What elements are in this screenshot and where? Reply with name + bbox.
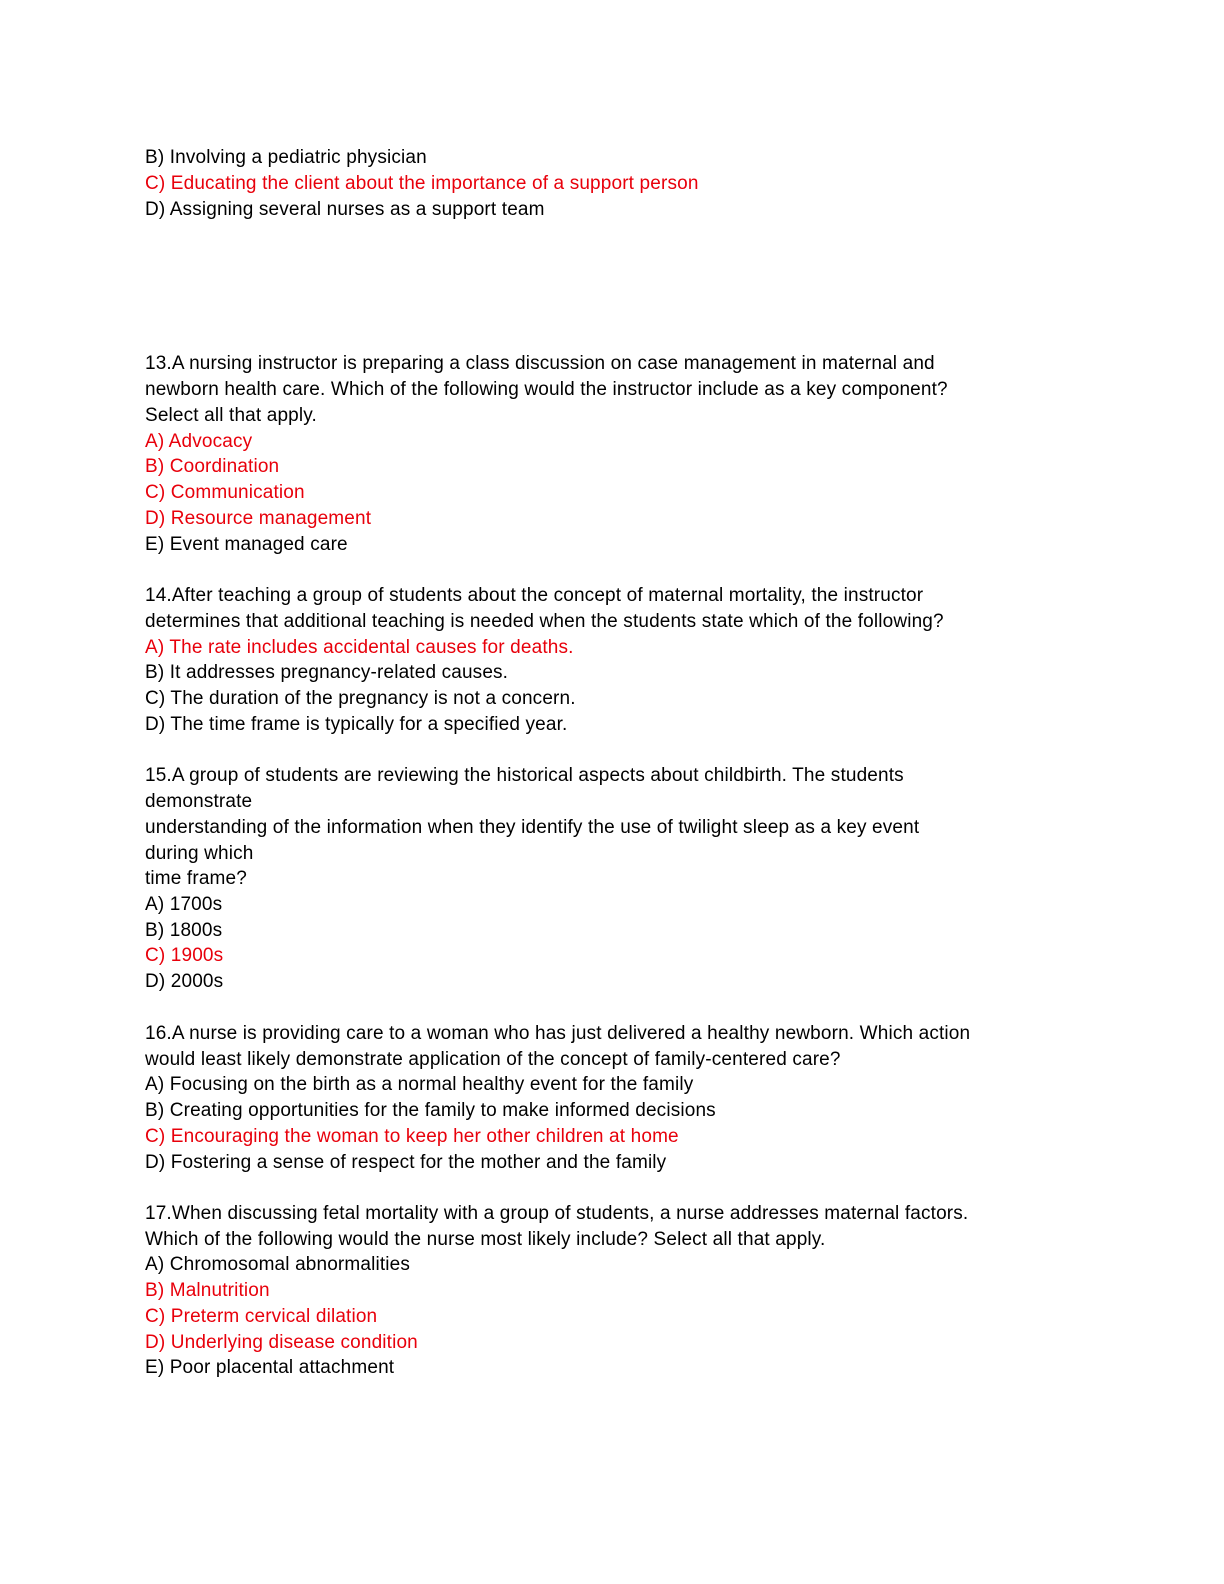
option-e: E) Event managed care [145, 534, 348, 555]
question-stem: Which of the following would the nurse most likely include? Select all that apply. [145, 1229, 826, 1250]
option-b: B) It addresses pregnancy-related causes. [145, 662, 509, 683]
question-stem: determines that additional teaching is needed when the students state which of the following? [145, 611, 944, 632]
option-d-correct: D) Resource management [145, 508, 372, 529]
option-a-correct: A) The rate includes accidental causes for deaths. [145, 637, 574, 658]
option-a-correct: A) Advocacy [145, 431, 253, 452]
option-d: D) Fostering a sense of respect for the mother and the family [145, 1152, 667, 1173]
option-c-correct: C) Educating the client about the importance of a support person [145, 173, 699, 194]
option-b: B) Creating opportunities for the family to make informed decisions [145, 1100, 716, 1121]
question-stem: demonstrate [145, 791, 253, 812]
option-a: A) Focusing on the birth as a normal healthy event for the family [145, 1074, 694, 1095]
option-d: D) The time frame is typically for a specified year. [145, 714, 568, 735]
option-a: A) 1700s [145, 894, 223, 915]
option-d-correct: D) Underlying disease condition [145, 1332, 418, 1353]
option-b: B) Involving a pediatric physician [145, 147, 427, 168]
option-a: A) Chromosomal abnormalities [145, 1254, 411, 1275]
option-b: B) 1800s [145, 920, 223, 941]
question-stem: during which [145, 843, 254, 864]
question-stem: newborn health care. Which of the following would the instructor include as a key component? [145, 379, 948, 400]
question-stem: 14.After teaching a group of students about the concept of maternal mortality, the instructor [145, 585, 924, 606]
question-stem: 13.A nursing instructor is preparing a class discussion on case management in maternal and [145, 353, 935, 374]
question-stem: Select all that apply. [145, 405, 317, 426]
option-e: E) Poor placental attachment [145, 1357, 395, 1378]
option-c: C) The duration of the pregnancy is not a concern. [145, 688, 576, 709]
question-stem: time frame? [145, 868, 247, 889]
question-stem: 15.A group of students are reviewing the historical aspects about childbirth. The students [145, 765, 904, 786]
question-stem: would least likely demonstrate application of the concept of family-centered care? [145, 1049, 841, 1070]
question-stem: 17.When discussing fetal mortality with a group of students, a nurse addresses maternal factors. [145, 1203, 969, 1224]
option-d: D) 2000s [145, 971, 224, 992]
option-b-correct: B) Coordination [145, 456, 280, 477]
question-stem: understanding of the information when they identify the use of twilight sleep as a key event [145, 817, 920, 838]
option-c-correct: C) Preterm cervical dilation [145, 1306, 378, 1327]
option-c-correct: C) 1900s [145, 945, 224, 966]
option-b-correct: B) Malnutrition [145, 1280, 270, 1301]
option-c-correct: C) Encouraging the woman to keep her other children at home [145, 1126, 679, 1147]
question-stem: 16.A nurse is providing care to a woman who has just delivered a healthy newborn. Which action [145, 1023, 971, 1044]
option-c-correct: C) Communication [145, 482, 305, 503]
option-d: D) Assigning several nurses as a support team [145, 199, 545, 220]
